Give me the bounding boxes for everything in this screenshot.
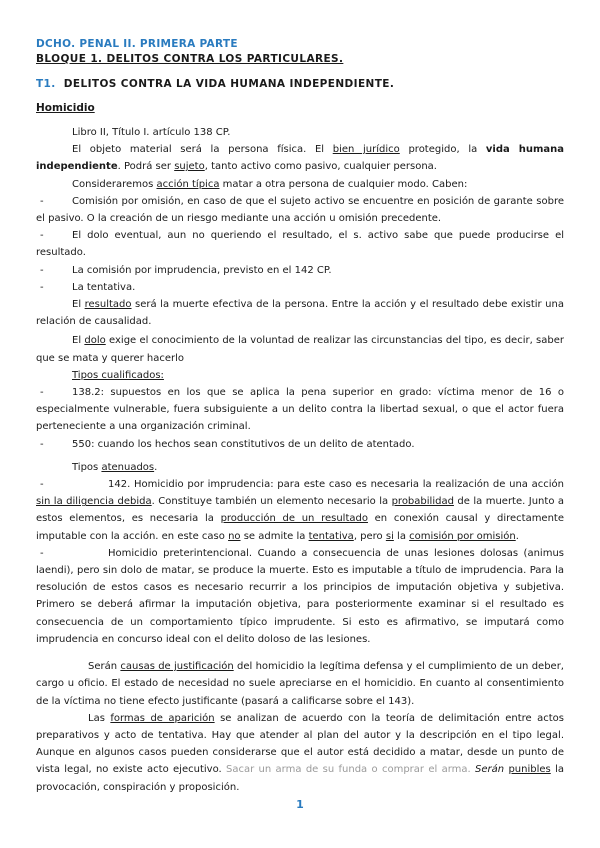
underlined-text: formas de aparición	[110, 712, 215, 724]
dash-marker: -	[40, 195, 44, 207]
text: exige el conocimiento de la voluntad de realizar las circunstancias del tipo, es decir, saber que se mata y querer hacerlo	[36, 335, 564, 364]
text: . Podrá ser	[117, 161, 175, 173]
underlined-text: punibles	[508, 764, 551, 776]
underlined-text: tentativa	[308, 530, 354, 542]
list-item	[36, 436, 564, 453]
dash-marker: -	[40, 547, 44, 559]
list-item	[36, 476, 564, 545]
list-item	[36, 279, 564, 296]
document-body	[36, 124, 564, 796]
paragraph-accion	[36, 176, 564, 193]
page-number: 1	[296, 798, 304, 811]
text: El objeto material será la persona física. El	[72, 144, 333, 156]
list-item-text: 550: cuando los hechos sean constitutivos de un delito de atentado.	[72, 438, 415, 450]
paragraph-article: Libro II, Título I. artículo 138 CP.	[72, 127, 231, 138]
text: la provocación, conspiración y proposición.	[36, 764, 564, 793]
list-item-text: 138.2: supuestos en los que se aplica la pena superior en grado: víctima menor de 16 o especialmente vulnerable, fuera subsiguiente a un delito contra la libertad sexual, o que el actor fuera perteneciente a una organización criminal.	[36, 387, 564, 433]
underlined-text: comisión por omisión	[409, 530, 516, 542]
text: de la muerte. Junto a estos elementos, es necesaria la	[36, 496, 565, 525]
grey-text: Sacar un arma de su funda o comprar el arma.	[226, 764, 471, 776]
underlined-text: producción de un resultado	[220, 513, 368, 525]
text: El	[72, 335, 85, 347]
text: . Constituye también un elemento necesario la	[151, 496, 392, 508]
text: la	[393, 530, 410, 542]
topic-number: T1.	[36, 78, 56, 90]
underlined-text: bien jurídico	[332, 144, 400, 156]
paragraph-dolo	[36, 332, 564, 366]
underlined-text: dolo	[84, 335, 106, 347]
text: , tanto activo como pasivo, cualquier persona.	[204, 161, 437, 173]
underlined-text: acción típica	[156, 178, 220, 190]
dash-marker: -	[40, 230, 44, 242]
paragraph-objeto	[36, 141, 564, 175]
underlined-text: Tipos cualificados:	[72, 369, 164, 381]
text: en conexión causal y directamente imputable con la acción. en este caso	[36, 513, 564, 542]
block-title: BLOQUE 1. DELITOS CONTRA LOS PARTICULARES.	[36, 53, 344, 65]
list-item-text: La tentativa.	[72, 281, 136, 293]
text: se analizan de acuerdo con la teoría de delimitación entre actos preparativos y acto de tentativa. Hay que atender al plan del autor y la descripción en el tipo legal. Aunque en algunos casos pueden considerarse que el autor está decidido a matar, desde un punto de vista legal, no existe acto ejecutivo.	[36, 712, 564, 776]
bold-text: vida humana independiente	[36, 144, 565, 173]
list-item	[36, 384, 564, 436]
text: del homicidio la legítima defensa y el cumplimiento de un deber, cargo u oficio. El estado de necesidad no suele apreciarse en el homicidio. En cuanto al consentimiento de la víctima no tiene efecto justificante (pasará a calificarse sobre el 143).	[36, 661, 564, 707]
text: se admite la	[240, 530, 309, 542]
underlined-text: no	[228, 530, 241, 542]
text: será la muerte efectiva de la persona. Entre la acción y el resultado debe existir una relación de causalidad.	[36, 299, 564, 328]
text: .	[154, 461, 158, 473]
text: El	[72, 299, 85, 311]
italic-text: Serán	[475, 764, 505, 776]
dash-marker: -	[40, 281, 44, 293]
text: Las	[88, 712, 111, 724]
heading-tipos-atenuados	[36, 459, 564, 476]
text: Serán	[88, 661, 121, 673]
paragraph-justificacion	[36, 658, 564, 710]
text: Consideraremos	[72, 178, 157, 190]
underlined-text: sujeto	[174, 161, 205, 173]
dash-marker: -	[40, 264, 44, 276]
list-item-text: Comisión por omisión, en caso de que el sujeto activo se encuentre en posición de garante sobre el pasivo. O la creación de un riesgo mediante una acción u omisión precedente.	[36, 195, 564, 225]
underlined-text: causas de justificación	[120, 661, 234, 673]
text: 142. Homicidio por imprudencia: para este caso es necesaria la realización de una acción	[108, 479, 564, 491]
topic-end: .	[389, 78, 395, 90]
paragraph-formas	[36, 710, 564, 796]
section-title: Homicidio	[36, 102, 95, 114]
underlined-text: atenuados	[101, 461, 155, 473]
text: protegido, la	[399, 144, 486, 156]
underlined-text: si	[385, 530, 394, 542]
underlined-text: sin la diligencia debida	[36, 496, 152, 508]
dash-marker: -	[40, 479, 44, 491]
spacer	[36, 648, 564, 658]
underlined-text: resultado	[84, 299, 132, 311]
course-title: DCHO. PENAL II. PRIMERA PARTE	[36, 38, 238, 50]
topic-name: DELITOS CONTRA LA VIDA HUMANA INDEPENDIENTE	[63, 78, 390, 90]
list-item	[36, 227, 564, 261]
heading-tipos-cualificados	[36, 367, 564, 384]
list-item	[36, 545, 564, 648]
dash-marker: -	[40, 387, 44, 399]
list-item	[36, 262, 564, 279]
text: .	[515, 530, 519, 542]
text: Tipos	[72, 461, 102, 473]
list-item-text: La comisión por imprudencia, previsto en el 142 CP.	[72, 264, 332, 276]
text: matar a otra persona de cualquier modo. Caben:	[219, 178, 468, 190]
list-item-text: El dolo eventual, aun no queriendo el resultado, el s. activo sabe que puede producirse el resultado.	[36, 230, 564, 259]
text: , pero	[353, 530, 386, 542]
list-item-text: Homicidio preterintencional. Cuando a consecuencia de unas lesiones dolosas (animus laendi), pero sin dolo de matar, se produce la muerte. Esto es imputable a título de imprudencia. Para la resolución de estos casos es necesario recurrir a los principios de imputación objetiva y subjetiva. Primero se deberá afirmar la imputación objetiva, para posteriormente examinar si el resultado es consecuencia de un comportamiento típico imprudente. Si esto es afirmativo, se imputará como imprudencia en concurso ideal con el delito doloso de las lesiones.	[36, 547, 564, 645]
underlined-text: probabilidad	[391, 496, 454, 508]
topic-title	[36, 78, 394, 90]
dash-marker: -	[40, 438, 44, 450]
list-item	[36, 193, 564, 227]
paragraph-resultado	[36, 296, 564, 330]
